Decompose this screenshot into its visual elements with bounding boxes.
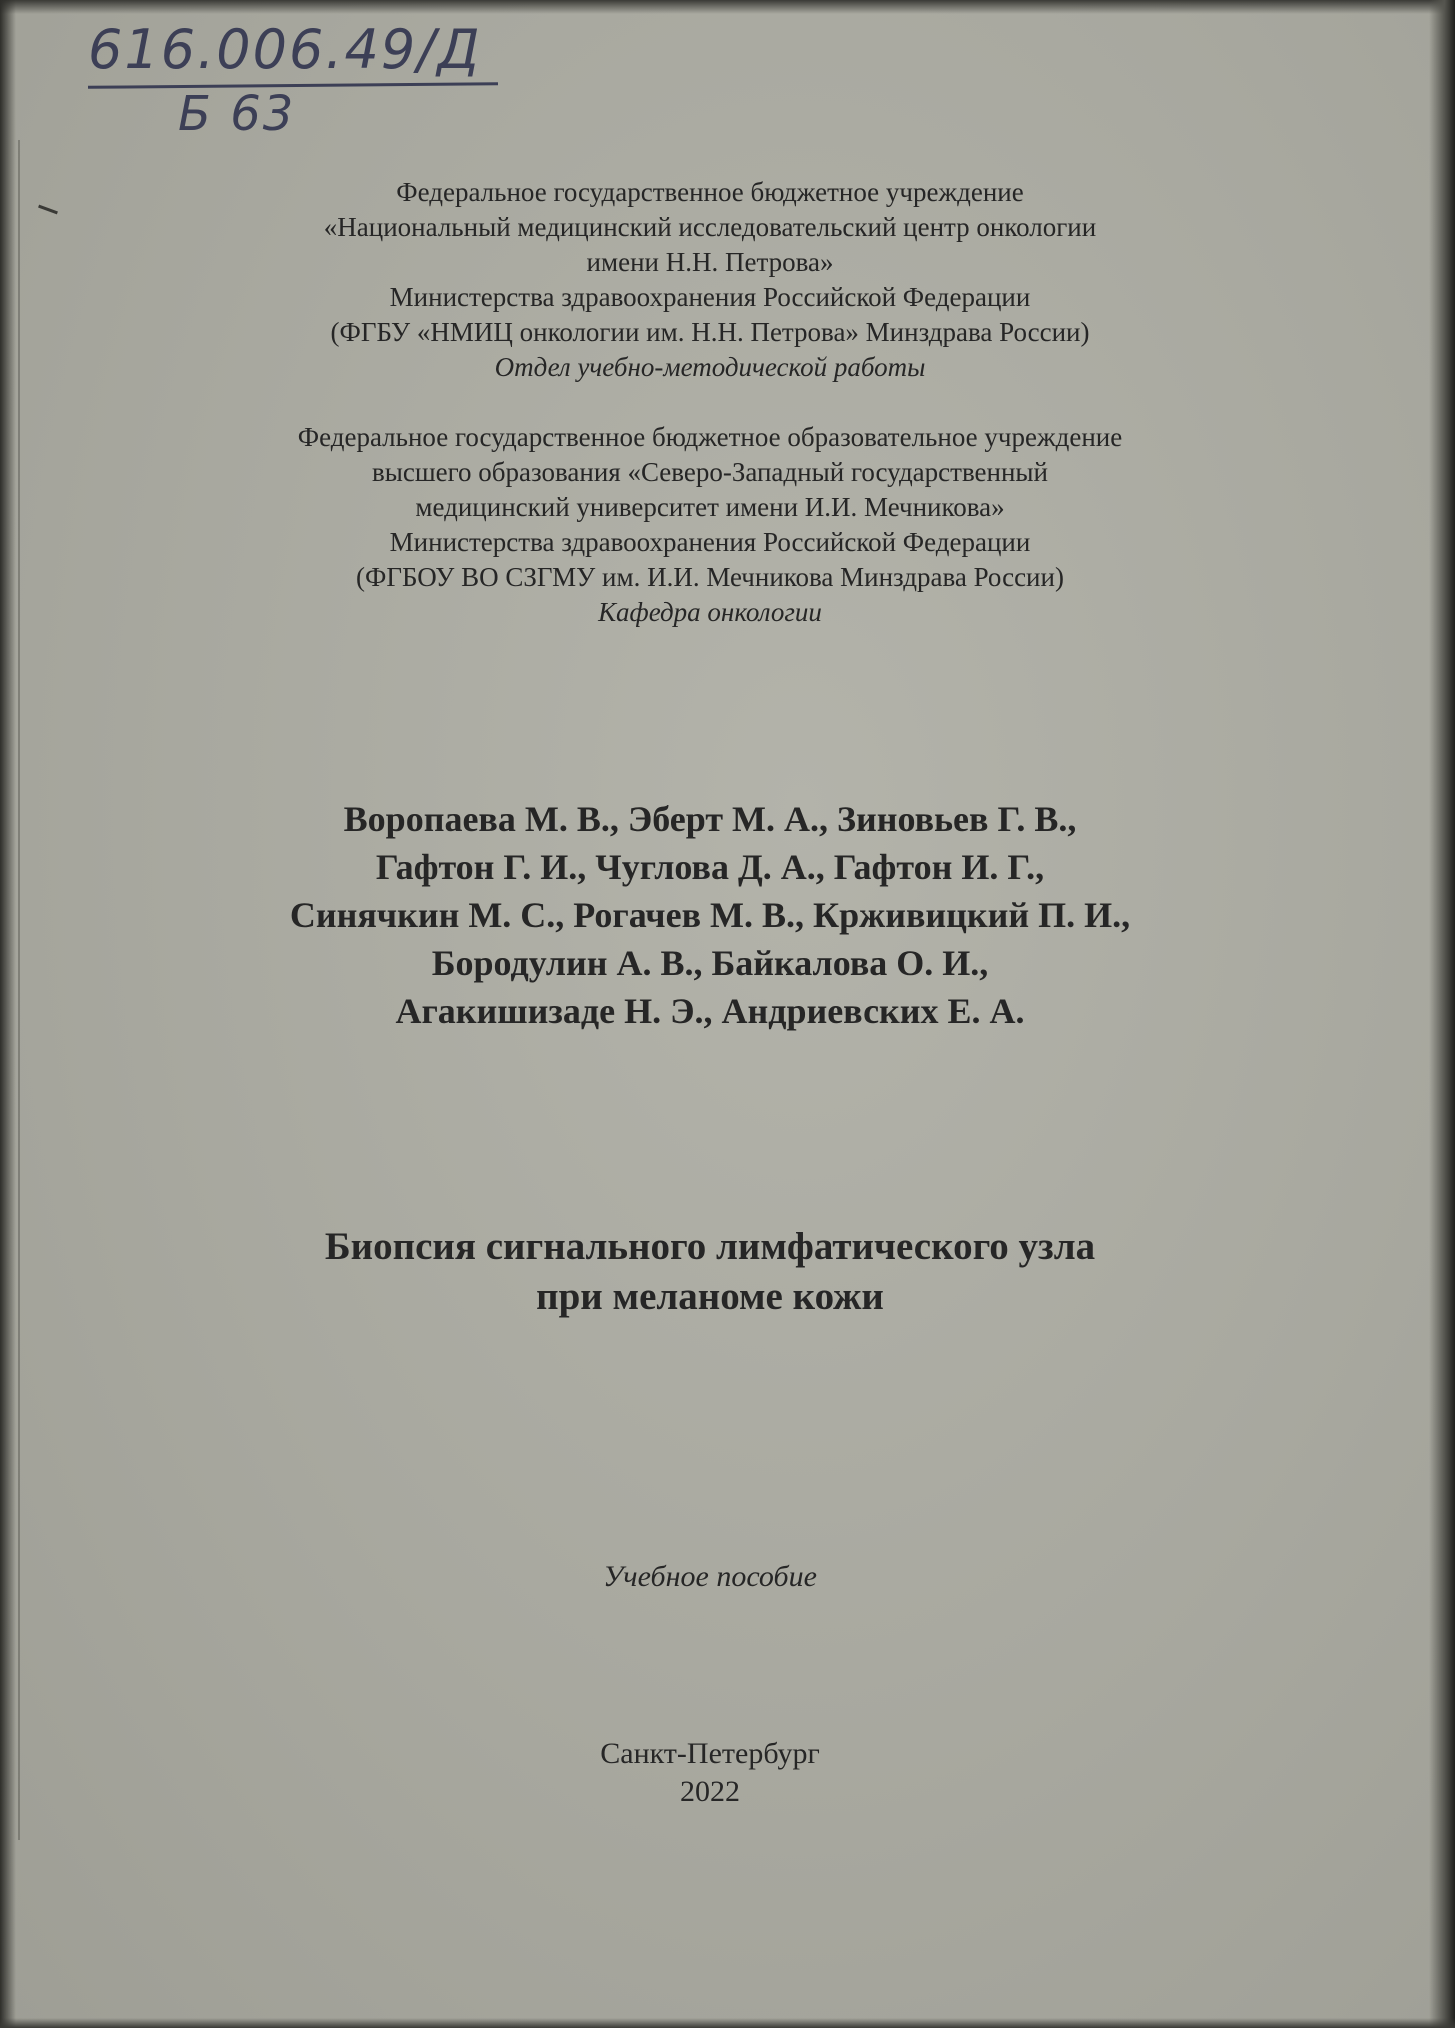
- title-line: Биопсия сигнального лимфатического узла: [324, 1225, 1096, 1268]
- pen-mark: [38, 205, 58, 215]
- scan-edge-right: [1429, 0, 1455, 2028]
- institution-block-1: [160, 175, 1260, 385]
- authors-line: Гафтон Г. И., Чуглова Д. А., Гафтон И. Г.,: [375, 847, 1045, 887]
- document-title: [160, 1222, 1260, 1322]
- title-line: при меланоме кожи: [536, 1275, 884, 1318]
- authors-line: Воропаева М. В., Эберт М. А., Зиновьев Г. В.,: [343, 799, 1077, 839]
- spine-crease: [18, 140, 20, 1840]
- scan-edge-top: [0, 0, 1455, 14]
- institution1-line: Министерства здравоохранения Российской Федерации: [389, 282, 1031, 312]
- authors-list: [160, 795, 1260, 1035]
- publication-info: [410, 1735, 1010, 1811]
- authors-line: Агакишизаде Н. Э., Андриевских Е. А.: [395, 991, 1025, 1031]
- publication-year: 2022: [680, 1775, 740, 1808]
- shelf-mark-author-code: Б 63: [178, 86, 296, 142]
- institution1-line: Федеральное государственное бюджетное учреждение: [396, 177, 1024, 207]
- scan-edge-left: [0, 0, 16, 2028]
- institution-block-2: [160, 420, 1260, 630]
- scan-edge-bottom: [0, 2018, 1455, 2028]
- authors-line: Синячкин М. С., Рогачев М. В., Крживицкий П. И.,: [289, 895, 1131, 935]
- institution2-line: Министерства здравоохранения Российской Федерации: [389, 527, 1031, 557]
- institution2-line: медицинский университет имени И.И. Мечникова»: [415, 492, 1005, 522]
- institution2-line: Федеральное государственное бюджетное образовательное учреждение: [297, 422, 1123, 452]
- institution1-line: имени Н.Н. Петрова»: [586, 247, 834, 277]
- document-type: Учебное пособие: [603, 1560, 817, 1593]
- institution1-department: Отдел учебно-методической работы: [494, 352, 926, 382]
- institution1-line: «Национальный медицинский исследовательский центр онкологии: [323, 212, 1097, 242]
- publication-city: Санкт-Петербург: [600, 1737, 820, 1770]
- handwritten-shelf-mark: [88, 18, 528, 148]
- institution2-line: высшего образования «Северо-Западный государственный: [371, 457, 1049, 487]
- institution1-line: (ФГБУ «НМИЦ онкологии им. Н.Н. Петрова» Минздрава России): [330, 317, 1090, 347]
- institution2-department: Кафедра онкологии: [598, 597, 822, 627]
- institution2-line: (ФГБОУ ВО СЗГМУ им. И.И. Мечникова Минздрава России): [356, 562, 1064, 592]
- authors-line: Бородулин А. В., Байкалова О. И.,: [431, 943, 989, 983]
- shelf-mark-classification: 616.006.49/Д: [88, 18, 482, 81]
